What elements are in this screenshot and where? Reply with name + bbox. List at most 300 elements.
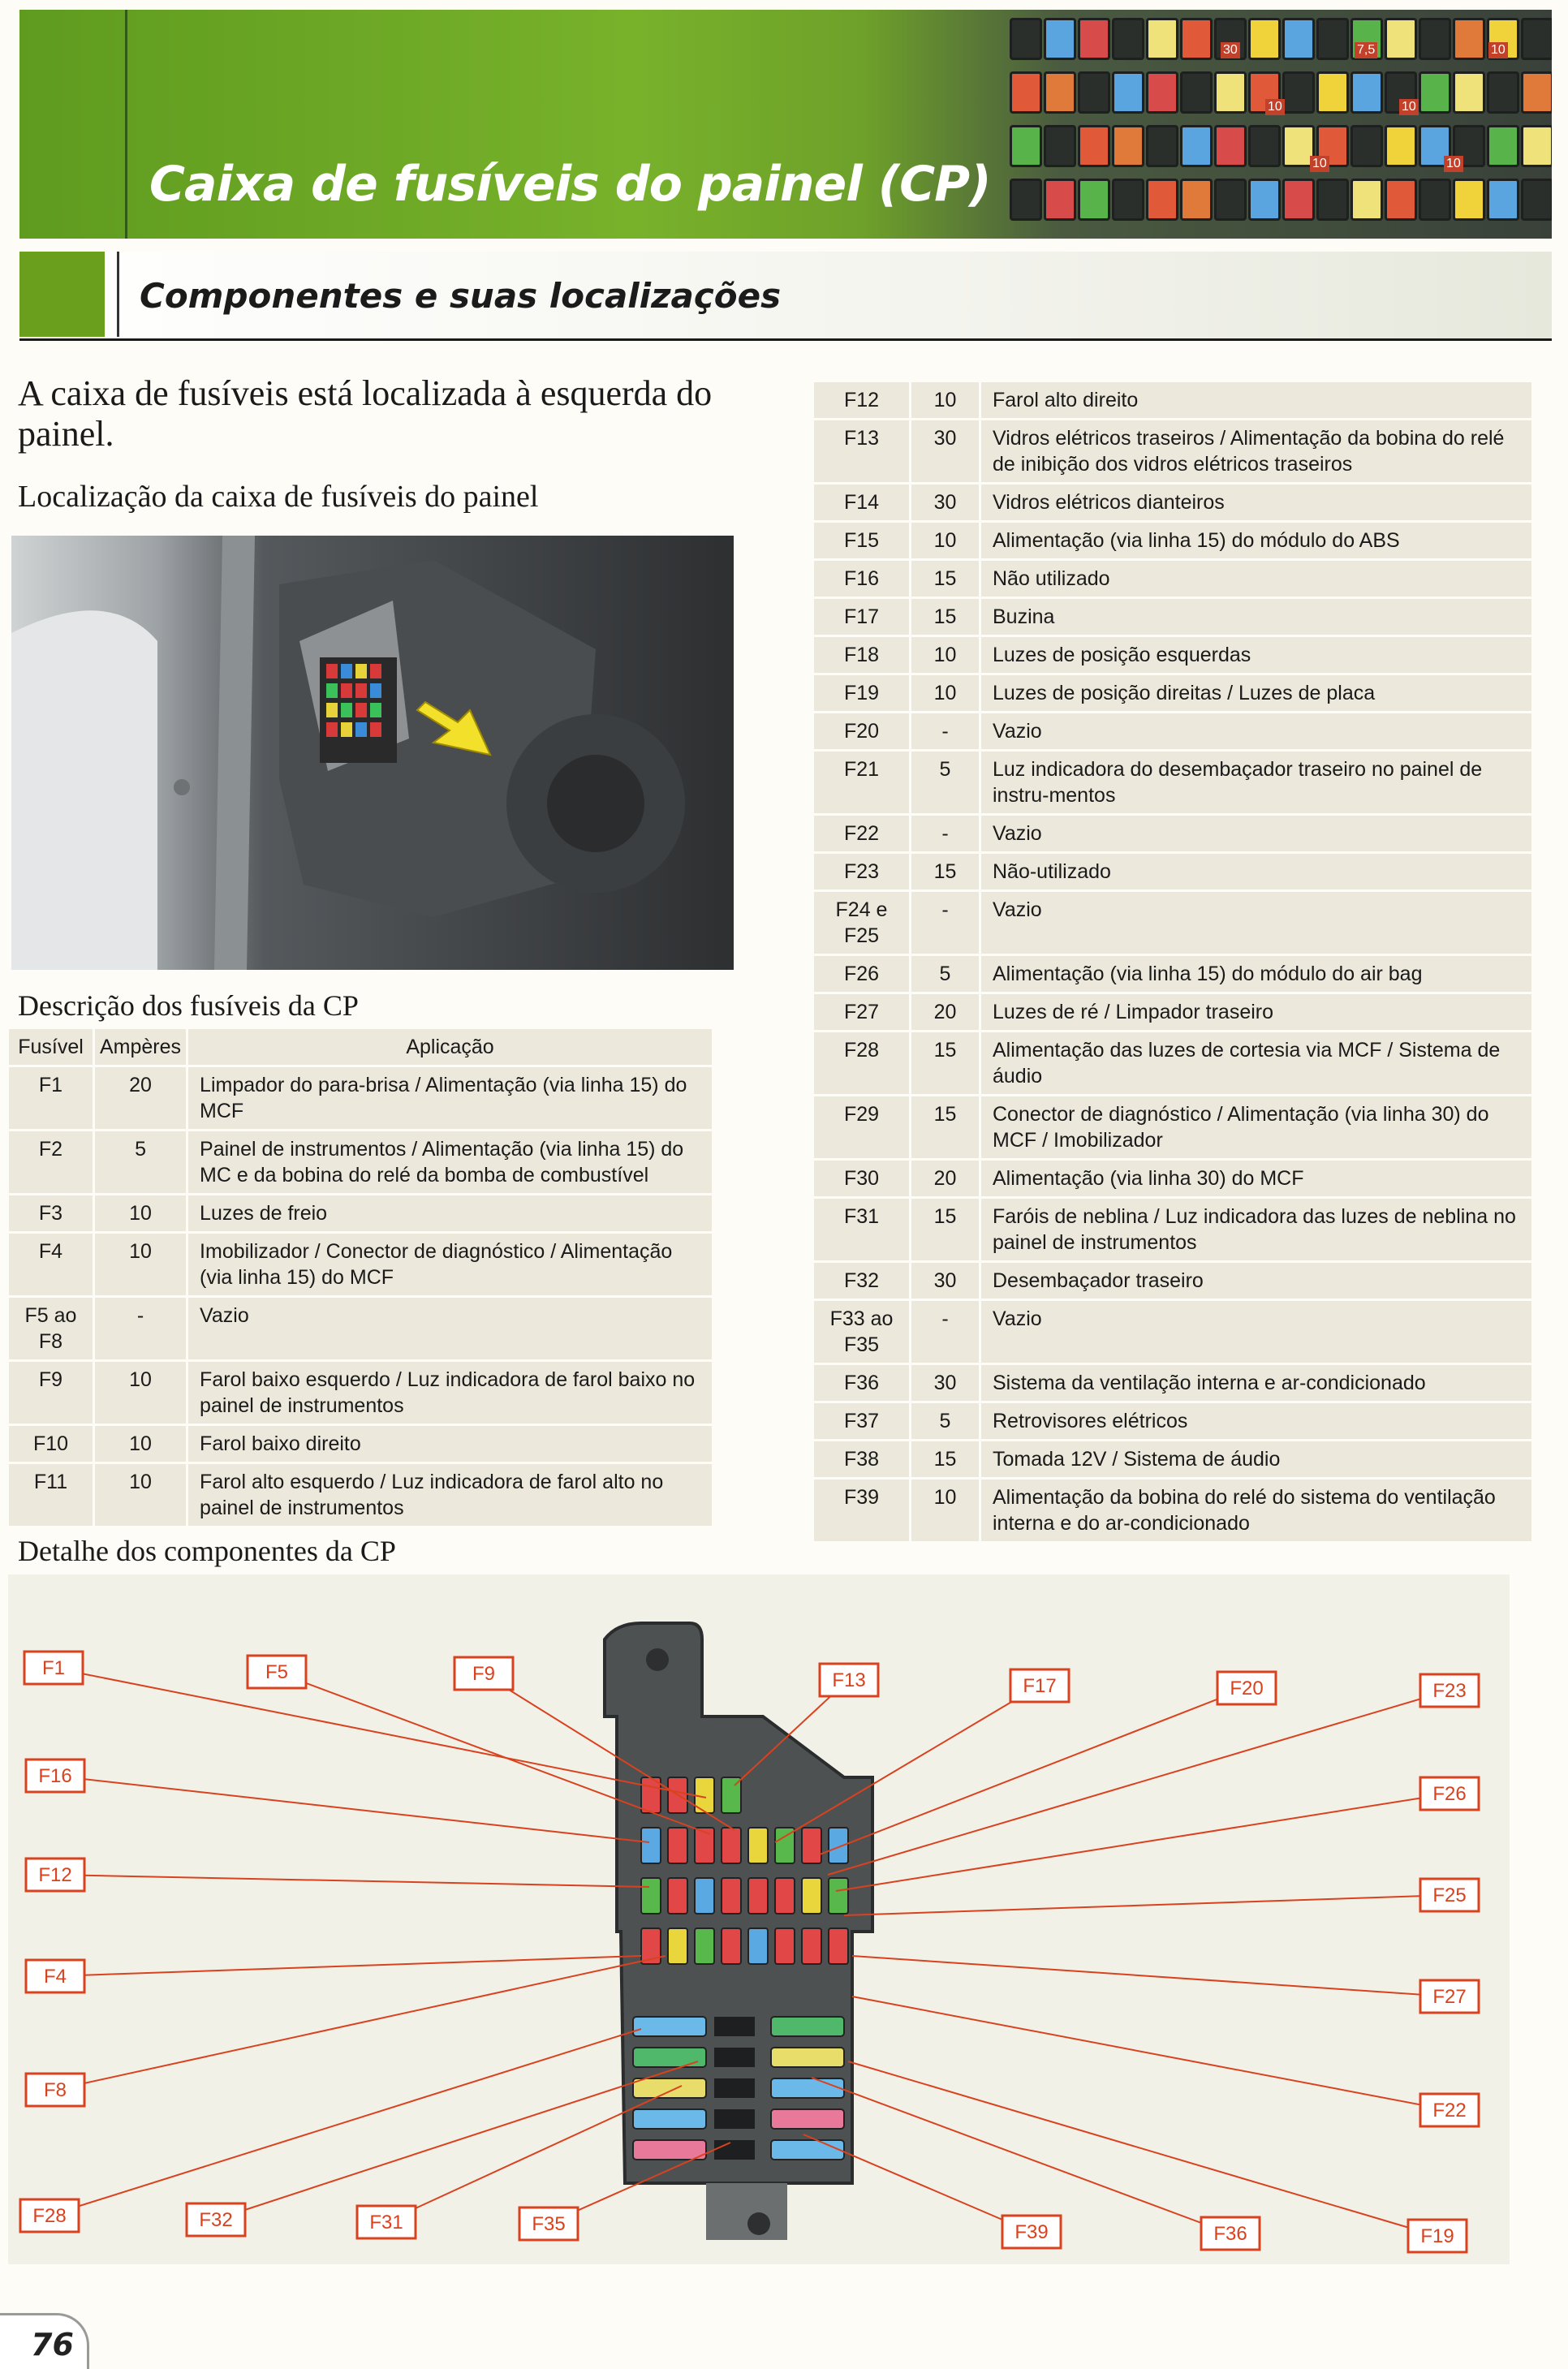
fuse-slot: [748, 1878, 768, 1914]
cell-application: Vazio: [980, 891, 1533, 955]
cell-fuse: F16: [813, 560, 911, 598]
page-title: Caixa de fusíveis do painel (CP): [149, 156, 991, 213]
fuse-grid: [320, 657, 397, 763]
banner-fuse: [1316, 179, 1349, 221]
cell-fuse: F38: [813, 1441, 911, 1479]
banner-fuse: [1180, 125, 1213, 167]
fuse-slot: [641, 1878, 661, 1914]
callout-label: F31: [369, 2212, 403, 2233]
banner-fuse: [1282, 18, 1315, 60]
banner-fuse: [1419, 179, 1451, 221]
cell-application: Não-utilizado: [980, 853, 1533, 891]
fuse-slot: [748, 1828, 768, 1863]
fuse-slot: [748, 1928, 768, 1964]
callout-f4: [26, 1960, 84, 1992]
banner-fuse: [1044, 18, 1076, 60]
cell-fuse: F3: [8, 1195, 94, 1233]
banner-fuse: [1010, 71, 1042, 114]
banner-fuse: [1385, 125, 1417, 167]
table-row: [813, 1198, 1533, 1262]
table-row: [813, 420, 1533, 484]
empty-slot: [714, 2078, 755, 2098]
callout-label: F13: [832, 1669, 866, 1691]
banner-fuse: [1521, 179, 1552, 221]
banner-fuse: [1112, 125, 1144, 167]
table-row: [813, 1402, 1533, 1441]
table-row: [813, 598, 1533, 636]
table-row: [813, 560, 1533, 598]
cell-application: Vazio: [980, 815, 1533, 853]
fuse-slot: [695, 1828, 714, 1863]
cell-amps: 5: [911, 955, 980, 993]
banner-fuse: [1044, 179, 1076, 221]
table-row: [813, 1160, 1533, 1198]
maxi-fuse-slot: [771, 2109, 844, 2129]
maxi-fuse-slot: [633, 2048, 706, 2067]
callout-f28: [20, 2199, 79, 2232]
callout-f16: [26, 1760, 84, 1792]
callout-label: F4: [43, 1966, 67, 1988]
maxi-fuse-slot: [633, 2078, 706, 2098]
cell-fuse: F13: [813, 420, 911, 484]
cell-amps: -: [911, 1300, 980, 1364]
cell-amps: 20: [94, 1066, 187, 1131]
cell-application: Luzes de freio: [187, 1195, 713, 1233]
cell-amps: -: [911, 815, 980, 853]
fuse-slot: [722, 1828, 741, 1863]
cell-fuse: F24 e F25: [813, 891, 911, 955]
cell-application: Faróis de neblina / Luz indicadora das luzes de neblina no painel de instrumentos: [980, 1198, 1533, 1262]
cell-amps: 15: [911, 560, 980, 598]
table-caption: Descrição dos fusíveis da CP: [18, 989, 359, 1022]
maxi-fuse-slot: [771, 2048, 844, 2067]
cell-application: Vazio: [980, 713, 1533, 751]
banner-fuse: [1146, 71, 1178, 114]
table-row: [8, 1425, 713, 1463]
table-row: [813, 381, 1533, 420]
banner-fuse: [1316, 18, 1349, 60]
table-row: [813, 955, 1533, 993]
maxi-fuse-slot: [633, 2140, 706, 2160]
table-row: [813, 1300, 1533, 1364]
banner-fuse: [1419, 18, 1451, 60]
cell-application: Conector de diagnóstico / Alimentação (via linha 30) do MCF / Imobilizador: [980, 1096, 1533, 1160]
banner-fuse: [1044, 125, 1076, 167]
table-row: [813, 993, 1533, 1032]
banner-fuse: [1521, 71, 1552, 114]
section-divider: [117, 252, 119, 337]
fuse-slot: [802, 1878, 821, 1914]
banner-fuse: [1487, 71, 1519, 114]
table-row: [813, 1364, 1533, 1402]
cell-application: Luzes de posição direitas / Luzes de placa: [980, 674, 1533, 713]
cell-amps: 15: [911, 853, 980, 891]
cell-application: Vazio: [980, 1300, 1533, 1364]
callout-label: F16: [38, 1765, 72, 1787]
callout-label: F1: [41, 1657, 66, 1679]
col-header-amps: Ampères: [94, 1028, 187, 1066]
fuse-slot: [775, 1928, 795, 1964]
callout-f19: [1408, 2220, 1467, 2252]
cell-application: Farol alto direito: [980, 381, 1533, 420]
cell-fuse: F21: [813, 751, 911, 815]
cell-fuse: F10: [8, 1425, 94, 1463]
cell-application: Imobilizador / Conector de diagnóstico / Alimentação (via linha 15) do MCF: [187, 1233, 713, 1297]
banner-fuse: [1146, 125, 1178, 167]
table-row: [813, 1096, 1533, 1160]
cell-fuse: F11: [8, 1463, 94, 1527]
cell-fuse: F19: [813, 674, 911, 713]
cell-fuse: F26: [813, 955, 911, 993]
banner-fuse: [1487, 125, 1519, 167]
cell-amps: 5: [911, 1402, 980, 1441]
callout-label: F12: [38, 1864, 72, 1886]
banner-fuse: [1010, 179, 1042, 221]
cell-amps: 15: [911, 598, 980, 636]
table-row: [813, 1479, 1533, 1543]
empty-slot: [714, 2017, 755, 2036]
cell-amps: 10: [911, 381, 980, 420]
callout-f22: [1420, 2094, 1479, 2126]
fuse-slot: [802, 1928, 821, 1964]
cell-fuse: F30: [813, 1160, 911, 1198]
cell-amps: -: [911, 713, 980, 751]
col-header-fuse: Fusível: [8, 1028, 94, 1066]
callout-f26: [1420, 1777, 1479, 1810]
banner-divider: [125, 10, 127, 239]
banner-fuse-label: 30: [1221, 42, 1240, 58]
callout-f12: [26, 1859, 84, 1891]
cell-amps: 10: [911, 522, 980, 560]
cell-application: Vazio: [187, 1297, 713, 1361]
table-row: [813, 522, 1533, 560]
cell-amps: 5: [94, 1131, 187, 1195]
maxi-fuse-slot: [771, 2017, 844, 2036]
cell-fuse: F14: [813, 484, 911, 522]
banner-fuse: [1112, 179, 1144, 221]
cell-amps: -: [94, 1297, 187, 1361]
cell-amps: 30: [911, 1364, 980, 1402]
cell-application: Não utilizado: [980, 560, 1533, 598]
callout-label: F27: [1432, 1986, 1467, 2008]
callout-label: F8: [43, 2079, 67, 2101]
callout-label: F9: [472, 1663, 496, 1685]
cell-amps: 15: [911, 1441, 980, 1479]
table-row: [813, 484, 1533, 522]
cell-application: Retrovisores elétricos: [980, 1402, 1533, 1441]
table-row: [813, 815, 1533, 853]
maxi-fuse-slot: [771, 2078, 844, 2098]
fuse-slot: [802, 1828, 821, 1863]
banner-fuse: [1282, 179, 1315, 221]
banner-fuse: [1248, 125, 1281, 167]
cell-application: Luzes de ré / Limpador traseiro: [980, 993, 1533, 1032]
banner-fuse-label: 10: [1488, 42, 1508, 58]
cell-fuse: F31: [813, 1198, 911, 1262]
callout-label: F23: [1432, 1680, 1467, 1702]
banner-fuse: [1385, 179, 1417, 221]
banner-fuse: [1180, 71, 1213, 114]
callout-label: F36: [1213, 2223, 1247, 2245]
page-number-tab: [0, 2313, 89, 2369]
banner-fuse: [1350, 71, 1383, 114]
detail-caption: Detalhe dos componentes da CP: [18, 1535, 396, 1567]
table-row: [813, 891, 1533, 955]
cell-application: Farol baixo esquerdo / Luz indicadora de farol baixo no painel de instrumentos: [187, 1361, 713, 1425]
callout-f35: [519, 2207, 578, 2240]
callout-f1: [24, 1652, 83, 1684]
cell-fuse: F37: [813, 1402, 911, 1441]
banner-fuse: [1385, 18, 1417, 60]
cell-amps: 10: [911, 1479, 980, 1543]
table-row: [813, 1441, 1533, 1479]
fuse-slot: [722, 1878, 741, 1914]
banner-fuse: [1112, 71, 1144, 114]
callout-f36: [1201, 2217, 1260, 2250]
cell-fuse: F12: [813, 381, 911, 420]
cell-fuse: F20: [813, 713, 911, 751]
cell-application: Painel de instrumentos / Alimentação (via linha 15) do MC e da bobina do relé da bomba de combustível: [187, 1131, 713, 1195]
section-title: Componentes e suas localizações: [140, 276, 782, 316]
banner-fuse: [1350, 179, 1383, 221]
fuse-slot: [829, 1878, 848, 1914]
cell-amps: 5: [911, 751, 980, 815]
cell-application: Tomada 12V / Sistema de áudio: [980, 1441, 1533, 1479]
banner-fuse: [1180, 18, 1213, 60]
empty-slot: [714, 2140, 755, 2160]
banner-fuse: [1146, 179, 1178, 221]
cell-amps: 10: [94, 1425, 187, 1463]
fuse-slot: [775, 1878, 795, 1914]
callout-f31: [357, 2206, 416, 2238]
cell-amps: 30: [911, 420, 980, 484]
fuse-slot: [641, 1828, 661, 1863]
fuse-slot: [829, 1928, 848, 1964]
fuse-slot: [668, 1878, 687, 1914]
empty-slot: [714, 2048, 755, 2067]
cell-application: Farol baixo direito: [187, 1425, 713, 1463]
cell-application: Sistema da ventilação interna e ar-condicionado: [980, 1364, 1533, 1402]
callout-label: F28: [32, 2205, 67, 2227]
cell-application: Vidros elétricos traseiros / Alimentação da bobina do relé de inibição dos vidros elétricos traseiros: [980, 420, 1533, 484]
table-row: [813, 1032, 1533, 1096]
table-row: [813, 674, 1533, 713]
maxi-fuse-slot: [633, 2017, 706, 2036]
mount-bracket: [706, 2183, 787, 2240]
banner-fuse: [1010, 18, 1042, 60]
banner-fuse: [1044, 71, 1076, 114]
cell-fuse: F27: [813, 993, 911, 1032]
fuse-slot: [668, 1928, 687, 1964]
banner-fuse: [1521, 18, 1552, 60]
cell-fuse: F28: [813, 1032, 911, 1096]
table-row: [8, 1361, 713, 1425]
cell-amps: 10: [94, 1463, 187, 1527]
callout-f13: [820, 1664, 878, 1696]
cell-application: Desembaçador traseiro: [980, 1262, 1533, 1300]
banner-fuse: [1248, 179, 1281, 221]
cell-amps: 15: [911, 1032, 980, 1096]
banner-fuse: [1487, 179, 1519, 221]
cell-fuse: F9: [8, 1361, 94, 1425]
intro-text: A caixa de fusíveis está localizada à esquerda do painel.: [18, 373, 713, 454]
banner-fuse: [1112, 18, 1144, 60]
fuse-slot: [695, 1878, 714, 1914]
cell-fuse: F5 ao F8: [8, 1297, 94, 1361]
table-row: [813, 1262, 1533, 1300]
callout-label: F17: [1023, 1675, 1057, 1697]
cell-amps: 15: [911, 1198, 980, 1262]
table-header-row: [8, 1028, 713, 1066]
cell-application: Luzes de posição esquerdas: [980, 636, 1533, 674]
fuse-slot: [829, 1828, 848, 1863]
callout-label: F19: [1420, 2225, 1454, 2247]
cell-fuse: F2: [8, 1131, 94, 1195]
cell-amps: 10: [911, 636, 980, 674]
cell-application: Farol alto esquerdo / Luz indicadora de farol alto no painel de instrumentos: [187, 1463, 713, 1527]
fuse-table-right: [812, 380, 1534, 1544]
banner-fuse: [1214, 125, 1247, 167]
dashboard-illustration: [11, 536, 734, 970]
cell-application: Alimentação (via linha 30) do MCF: [980, 1160, 1533, 1198]
callout-f32: [187, 2203, 245, 2236]
table-row: [813, 853, 1533, 891]
callout-f9: [454, 1657, 513, 1690]
banner-fuse: [1214, 71, 1247, 114]
banner-fuse-label: 10: [1265, 99, 1285, 115]
cell-application: Luz indicadora do desembaçador traseiro no painel de instru-mentos: [980, 751, 1533, 815]
callout-label: F5: [265, 1661, 289, 1683]
maxi-fuse-slot: [771, 2140, 844, 2160]
banner-fuse: [1180, 179, 1213, 221]
cell-fuse: F33 ao F35: [813, 1300, 911, 1364]
section-header: [19, 252, 1552, 341]
callout-label: F35: [532, 2213, 566, 2235]
cell-fuse: F32: [813, 1262, 911, 1300]
banner-fuse: [1078, 125, 1110, 167]
mount-bolt: [646, 1648, 669, 1671]
callout-f39: [1002, 2216, 1061, 2248]
cell-application: Alimentação (via linha 15) do módulo do ABS: [980, 522, 1533, 560]
cell-fuse: F18: [813, 636, 911, 674]
section-marker: [19, 252, 105, 337]
header-banner: [19, 10, 1552, 239]
banner-fuse: [1248, 18, 1281, 60]
cell-amps: -: [911, 891, 980, 955]
cell-fuse: F23: [813, 853, 911, 891]
banner-fuse: [1419, 71, 1451, 114]
cell-amps: 10: [94, 1361, 187, 1425]
cell-amps: 15: [911, 1096, 980, 1160]
cell-application: Alimentação das luzes de cortesia via MCF / Sistema de áudio: [980, 1032, 1533, 1096]
cell-fuse: F39: [813, 1479, 911, 1543]
table-row: [813, 751, 1533, 815]
cell-fuse: F15: [813, 522, 911, 560]
cell-application: Vidros elétricos dianteiros: [980, 484, 1533, 522]
table-row: [813, 636, 1533, 674]
callout-label: F25: [1432, 1884, 1467, 1906]
photo-caption: Localização da caixa de fusíveis do painel: [18, 480, 539, 514]
banner-fuse-label: 10: [1444, 156, 1463, 172]
fuse-slot: [668, 1828, 687, 1863]
banner-fuse: [1010, 125, 1042, 167]
table-row: [8, 1195, 713, 1233]
callout-f27: [1420, 1980, 1479, 2013]
mount-bolt: [747, 2212, 770, 2235]
cell-amps: 10: [94, 1195, 187, 1233]
banner-fuse: [1146, 18, 1178, 60]
banner-fuse: [1316, 71, 1349, 114]
callout-f25: [1420, 1879, 1479, 1911]
callout-f5: [248, 1656, 306, 1688]
cell-application: Alimentação da bobina do relé do sistema do ventilação interna e do ar-condicionado: [980, 1479, 1533, 1543]
banner-fuse-label: 10: [1399, 99, 1419, 115]
banner-fuse: [1453, 18, 1485, 60]
callout-f23: [1420, 1674, 1479, 1707]
cell-amps: 10: [94, 1233, 187, 1297]
callout-f17: [1010, 1669, 1069, 1702]
table-row: [8, 1233, 713, 1297]
fuse-box-diagram-svg: [0, 1574, 1568, 2272]
cell-application: Alimentação (via linha 15) do módulo do air bag: [980, 955, 1533, 993]
banner-fuse: [1282, 71, 1315, 114]
banner-fuse: [1521, 125, 1552, 167]
cell-fuse: F4: [8, 1233, 94, 1297]
col-header-application: Aplicação: [187, 1028, 713, 1066]
cell-amps: 30: [911, 484, 980, 522]
cell-fuse: F1: [8, 1066, 94, 1131]
cell-application: Limpador do para-brisa / Alimentação (via linha 15) do MCF: [187, 1066, 713, 1131]
callout-f8: [26, 2074, 84, 2106]
banner-fuse: [1078, 71, 1110, 114]
table-row: [813, 713, 1533, 751]
page-number: 76: [31, 2327, 74, 2363]
cell-fuse: F22: [813, 815, 911, 853]
table-row: [8, 1297, 713, 1361]
maxi-fuse-slot: [633, 2109, 706, 2129]
dashboard-photo: [11, 536, 734, 970]
callout-label: F32: [199, 2209, 233, 2231]
cell-amps: 20: [911, 1160, 980, 1198]
fuse-table-left: [6, 1027, 714, 1528]
fuse-box-diagram: [0, 1574, 1568, 2272]
banner-fuse-label: 10: [1310, 156, 1329, 172]
cell-amps: 20: [911, 993, 980, 1032]
banner-fuse: [1453, 71, 1485, 114]
callout-label: F26: [1432, 1783, 1467, 1805]
banner-fuse: [1350, 125, 1383, 167]
cell-fuse: F17: [813, 598, 911, 636]
banner-fuse: [1453, 179, 1485, 221]
fuse-slot: [722, 1928, 741, 1964]
cell-amps: 30: [911, 1262, 980, 1300]
cell-application: Buzina: [980, 598, 1533, 636]
empty-slot: [714, 2109, 755, 2129]
callout-label: F22: [1432, 2100, 1467, 2121]
banner-fuse-label: 7,5: [1355, 42, 1377, 58]
banner-fuse: [1078, 18, 1110, 60]
cell-fuse: F29: [813, 1096, 911, 1160]
cell-fuse: F36: [813, 1364, 911, 1402]
callout-label: F20: [1230, 1678, 1264, 1699]
banner-fuse: [1214, 179, 1247, 221]
banner-fuse: [1078, 179, 1110, 221]
table-row: [8, 1066, 713, 1131]
fuse-slot: [695, 1928, 714, 1964]
callout-label: F39: [1014, 2221, 1049, 2243]
cell-amps: 10: [911, 674, 980, 713]
table-row: [8, 1463, 713, 1527]
